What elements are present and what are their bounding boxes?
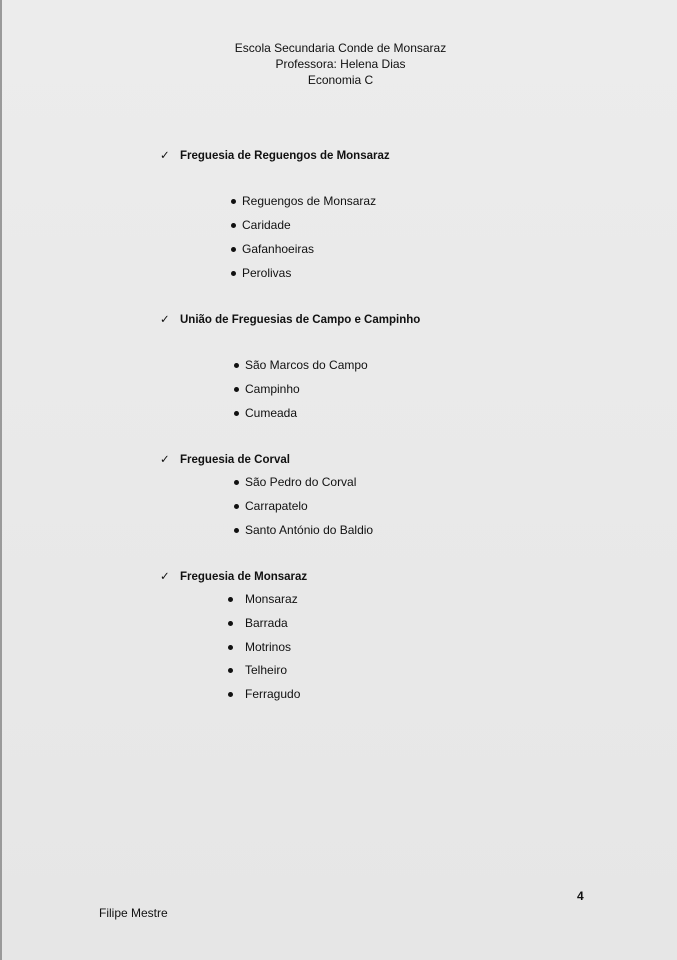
bullet-icon bbox=[234, 387, 239, 392]
page-number: 4 bbox=[577, 889, 584, 903]
checkmark-icon: ✓ bbox=[160, 314, 170, 326]
list-item: Campinho bbox=[245, 382, 300, 396]
list-item: Gafanhoeiras bbox=[242, 242, 315, 256]
bullet-icon bbox=[231, 199, 236, 204]
list-item: Caridade bbox=[242, 218, 291, 232]
bullet-icon bbox=[228, 597, 233, 602]
list-item: Reguengos de Monsaraz bbox=[242, 194, 377, 208]
checkmark-icon: ✓ bbox=[160, 454, 170, 466]
teacher-name: Professora: Helena Dias bbox=[275, 57, 406, 71]
bullet-icon bbox=[228, 692, 233, 697]
list-item: Perolivas bbox=[242, 266, 292, 280]
bullet-icon bbox=[234, 528, 239, 533]
list-item: Ferragudo bbox=[245, 687, 301, 701]
list-item: Motrinos bbox=[245, 640, 292, 654]
list-item: São Marcos do Campo bbox=[245, 358, 368, 372]
section-title-text: Freguesia de Corval bbox=[180, 454, 290, 466]
author-name: Filipe Mestre bbox=[99, 906, 168, 920]
bullet-icon bbox=[228, 621, 233, 626]
section-title bbox=[160, 312, 420, 326]
bullet-icon bbox=[234, 411, 239, 416]
bullet-icon bbox=[228, 668, 233, 673]
list-item: Carrapatelo bbox=[245, 499, 308, 513]
subject-name: Economia C bbox=[307, 73, 374, 87]
bullet-icon bbox=[231, 271, 236, 276]
section-title bbox=[160, 148, 390, 162]
bullet-icon bbox=[228, 645, 233, 650]
list-item: São Pedro do Corval bbox=[245, 475, 357, 489]
section-title-text: Freguesia de Reguengos de Monsaraz bbox=[180, 150, 390, 162]
checkmark-icon: ✓ bbox=[160, 571, 170, 583]
bullet-icon bbox=[234, 363, 239, 368]
list-item: Telheiro bbox=[245, 663, 288, 677]
section-title-text: Freguesia de Monsaraz bbox=[180, 571, 308, 583]
bullet-icon bbox=[231, 223, 236, 228]
list-item: Monsaraz bbox=[245, 592, 298, 606]
bullet-icon bbox=[234, 480, 239, 485]
list-item: Santo António do Baldio bbox=[245, 523, 374, 537]
document-header bbox=[2, 40, 677, 88]
list-item: Cumeada bbox=[245, 406, 298, 420]
section-title bbox=[160, 452, 290, 466]
section-title-text: União de Freguesias de Campo e Campinho bbox=[180, 314, 421, 326]
school-name: Escola Secundaria Conde de Monsaraz bbox=[234, 41, 447, 55]
section-title bbox=[160, 569, 307, 583]
checkmark-icon: ✓ bbox=[160, 150, 170, 162]
bullet-icon bbox=[234, 504, 239, 509]
bullet-icon bbox=[231, 247, 236, 252]
list-item: Barrada bbox=[245, 616, 288, 630]
